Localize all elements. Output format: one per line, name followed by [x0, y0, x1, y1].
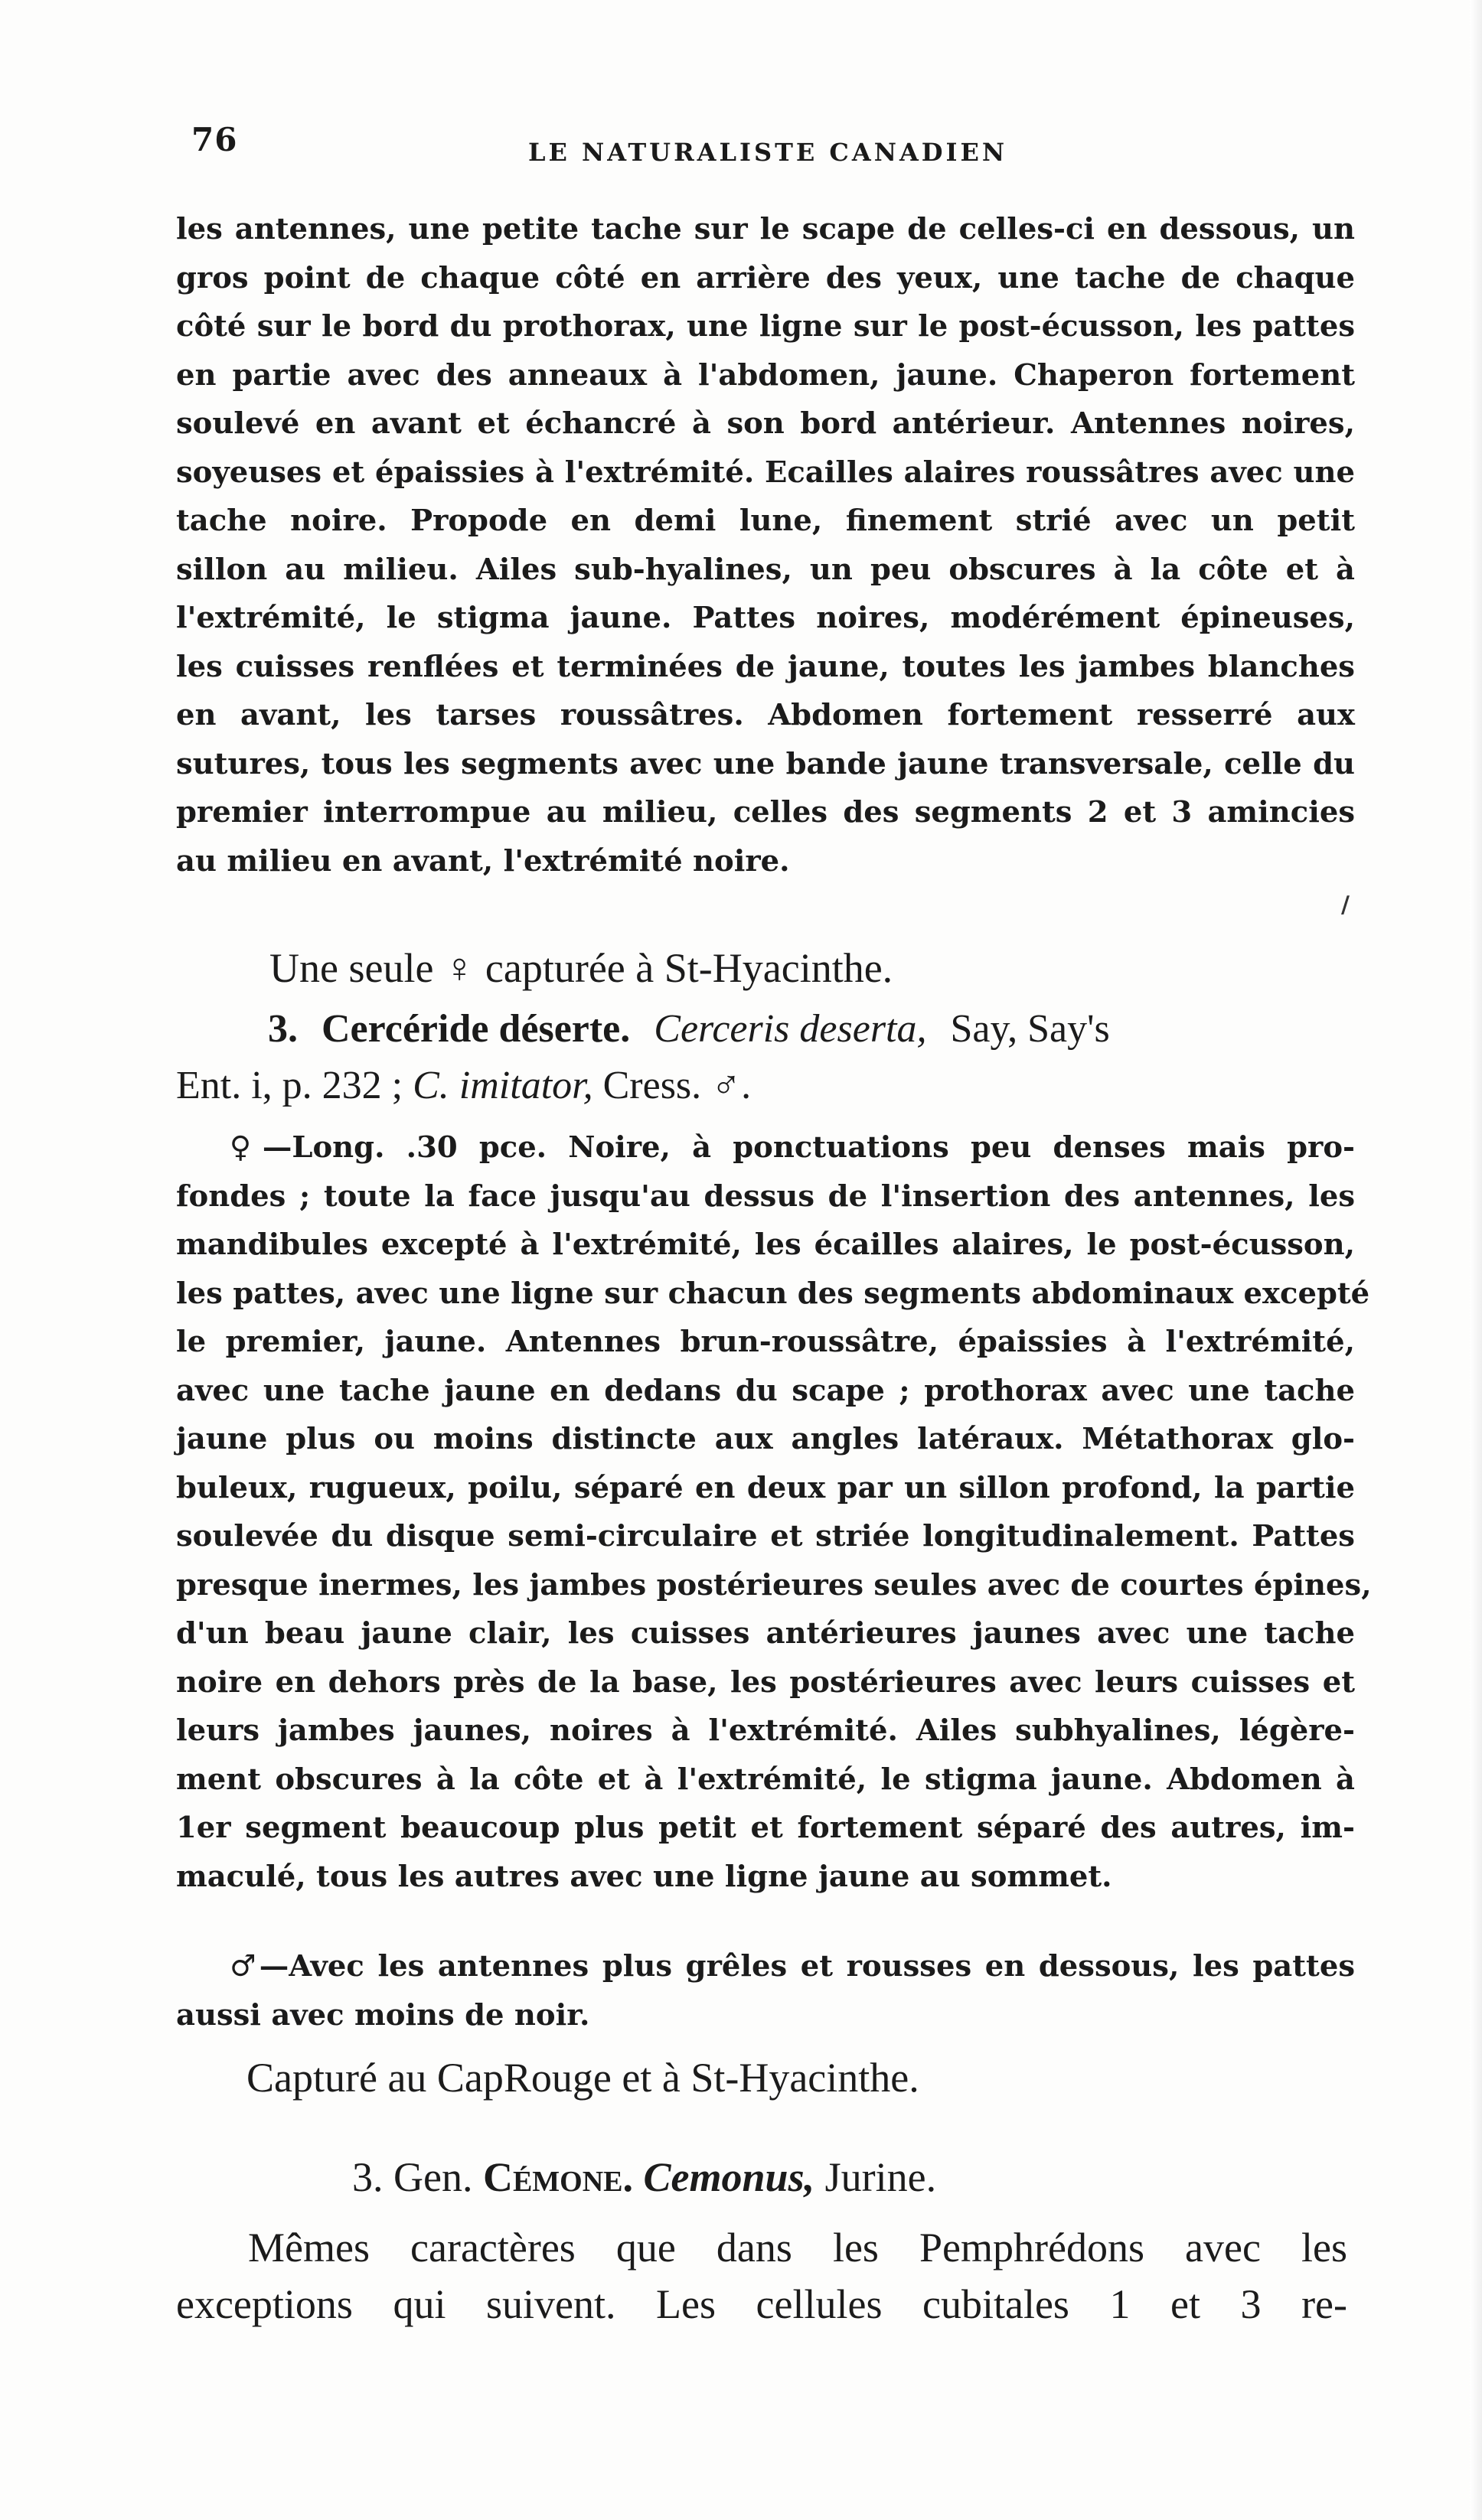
species-heading [176, 1001, 1355, 1114]
paragraph-genus-description [176, 2219, 1355, 2333]
text-line: sillon au milieu. Ailes sub-hyalines, un peu obscures à la côte et à [176, 552, 1355, 587]
text-line: exceptions qui suivent. Les cellules cubitales 1 et 3 re- [176, 2281, 1347, 2327]
text-line: maculé, tous les autres avec une ligne jaune au sommet. [176, 1859, 1112, 1894]
text-line: d'un beau jaune clair, les cuisses antérieures jaunes avec une tache [176, 1616, 1355, 1651]
running-head: LE NATURALISTE CANADIEN [528, 138, 1008, 167]
margin-mark: / [1341, 892, 1350, 918]
text-line: Mêmes caractères que dans les Pemphrédons avec les [248, 2225, 1347, 2271]
genus-author: Jurine. [824, 2154, 937, 2200]
text-line: leurs jambes jaunes, noires à l'extrémité. Ailes subhyalines, légère- [176, 1713, 1355, 1748]
text-line: les pattes, avec une ligne sur chacun des segments abdominaux excepté [176, 1276, 1370, 1311]
species-name-fr: Cercéride déserte. [322, 1007, 631, 1051]
text-line: ♂—Avec les antennes plus grêles et rousses en dessous, les pattes [230, 1949, 1355, 1984]
paragraph-description-2 [176, 1123, 1372, 1901]
text-line: buleux, rugueux, poilu, séparé en deux par un sillon profond, la partie [176, 1470, 1355, 1505]
text-line: noire en dehors près de la base, les postérieures avec leurs cuisses et [176, 1664, 1355, 1700]
text-line: soyeuses et épaissies à l'extrémité. Ecailles alaires roussâtres avec une [176, 455, 1355, 490]
scan-edge [1470, 0, 1482, 2520]
species-reference-line [176, 1058, 1355, 1114]
text-line: l'extrémité, le stigma jaune. Pattes noires, modérément épineuses, [176, 601, 1355, 635]
species-author: Say, Say's [950, 1007, 1110, 1051]
paragraph-male-note [176, 1942, 1355, 2039]
genus-number: 3. Gen. [352, 2154, 473, 2200]
text-line: tache noire. Propode en demi lune, finement strié avec un petit [176, 504, 1355, 538]
text-line: avec une tache jaune en dedans du scape ; prothorax avec une tache [176, 1373, 1355, 1408]
text-line: premier interrompue au milieu, celles des segments 2 et 3 amincies [176, 795, 1355, 830]
text-line: mandibules excepté à l'extrémité, les écailles alaires, le post-écusson, [176, 1227, 1355, 1262]
text-line: presque inermes, les jambes postérieures seules avec de courtes épines, [176, 1567, 1372, 1602]
text-line: 1er segment beaucoup plus petit et fortement séparé des autres, im- [176, 1811, 1355, 1845]
text-line: soulevé en avant et échancré à son bord antérieur. Antennes noires, [176, 406, 1355, 441]
capture-line: Capturé au CapRouge et à St-Hyacinthe. [246, 2055, 919, 2101]
text-line: au milieu en avant, l'extrémité noire. [176, 843, 790, 879]
text-line: en avant, les tarses roussâtres. Abdomen fortement resserré aux [176, 698, 1355, 732]
text-line: jaune plus ou moins distincte aux angles latéraux. Métathorax glo- [176, 1422, 1355, 1456]
text-line: les cuisses renflées et terminées de jaune, toutes les jambes blanches [176, 649, 1355, 684]
text-line: aussi avec moins de noir. [176, 1997, 590, 2033]
species-title-line [176, 1001, 1355, 1058]
text-line: le premier, jaune. Antennes brun-roussâtre, épaissies à l'extrémité, [176, 1325, 1355, 1359]
capture-note-2 [246, 2049, 1425, 2106]
text-line: soulevée du disque semi-circulaire et striée longitudinalement. Pattes [176, 1519, 1355, 1553]
text-line: fondes ; toute la face jusqu'au dessus de l'insertion des antennes, les [176, 1178, 1355, 1214]
genus-name-latin: Cemonus, [643, 2154, 815, 2200]
species-number: 3. [268, 1007, 298, 1051]
text-line: ♀—Long. .30 pce. Noire, à ponctuations peu denses mais pro- [230, 1130, 1355, 1165]
genus-title-line [352, 2149, 1482, 2205]
page-number: 76 [191, 121, 238, 158]
species-reference: Ent. i, p. 232 ; [176, 1064, 403, 1107]
text-line: gros point de chaque côté en arrière des yeux, une tache de chaque [176, 260, 1355, 295]
species-name-latin: Cerceris deserta, [654, 1007, 927, 1051]
text-line: ment obscures à la côte et à l'extrémité, le stigma jaune. Abdomen à [176, 1762, 1355, 1797]
species-synonym: C. imitator, [413, 1064, 593, 1107]
genus-heading [352, 2149, 1482, 2205]
capture-note-1 [269, 940, 1448, 996]
capture-line: Une seule ♀ capturée à St-Hyacinthe. [269, 945, 893, 991]
genus-name-fr: Cémone. [482, 2154, 634, 2200]
text-line: côté sur le bord du prothorax, une ligne sur le post-écusson, les pattes [176, 309, 1355, 344]
text-line: les antennes, une petite tache sur le scape de celles-ci en dessous, un [176, 212, 1355, 246]
species-synonym-author: Cress. ♂. [602, 1064, 752, 1107]
paragraph-description-1 [176, 205, 1355, 885]
text-line: en partie avec des anneaux à l'abdomen, jaune. Chaperon fortement [176, 357, 1355, 393]
text-line: sutures, tous les segments avec une bande jaune transversale, celle du [176, 746, 1355, 781]
